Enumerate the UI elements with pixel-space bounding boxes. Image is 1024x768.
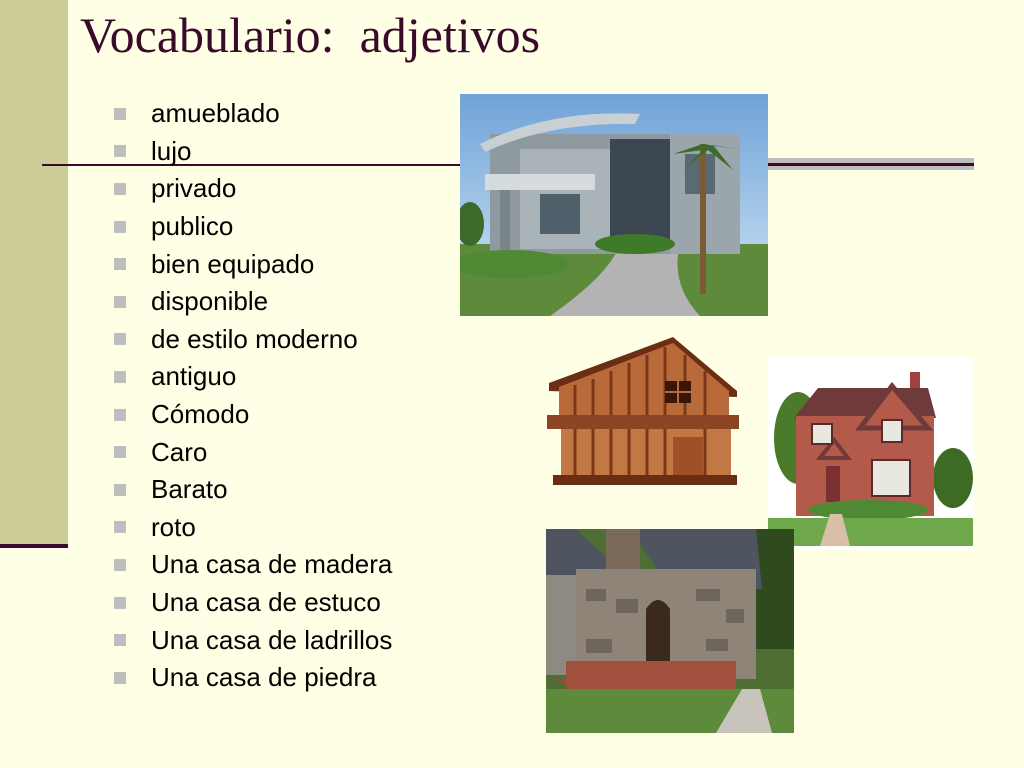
- bullet-square-icon: [114, 145, 126, 157]
- vocab-item: [114, 584, 392, 622]
- brick-house-image: [768, 358, 973, 550]
- vocab-item: [114, 358, 392, 396]
- wooden-house-image: [545, 335, 741, 487]
- vocab-list: [114, 95, 392, 697]
- vocab-item: [114, 95, 392, 133]
- side-divider: [0, 544, 68, 548]
- bullet-square-icon: [114, 258, 126, 270]
- vocab-label: Una casa de madera: [151, 549, 393, 580]
- bullet-square-icon: [114, 597, 126, 609]
- vocab-item: [114, 208, 392, 246]
- vocab-item: [114, 133, 392, 171]
- bullet-square-icon: [114, 559, 126, 571]
- bullet-square-icon: [114, 371, 126, 383]
- vocab-item: [114, 433, 392, 471]
- stone-house-image: [546, 529, 794, 733]
- vocab-label: antiguo: [151, 361, 237, 392]
- side-bar: [0, 0, 68, 546]
- vocab-label: lujo: [151, 135, 192, 166]
- vocab-label: amueblado: [151, 98, 280, 129]
- bullet-square-icon: [114, 221, 126, 233]
- vocab-label: Una casa de piedra: [151, 662, 377, 693]
- vocab-item: [114, 170, 392, 208]
- bullet-square-icon: [114, 183, 126, 195]
- vocab-item: [114, 321, 392, 359]
- bullet-square-icon: [114, 672, 126, 684]
- bullet-square-icon: [114, 446, 126, 458]
- vocab-label: Cómodo: [151, 399, 250, 430]
- slide-title: Vocabulario: adjetivos: [80, 7, 541, 63]
- vocab-item: [114, 396, 392, 434]
- vocab-item: [114, 283, 392, 321]
- vocab-label: Barato: [151, 474, 228, 505]
- vocab-item: [114, 659, 392, 697]
- bullet-square-icon: [114, 634, 126, 646]
- vocab-label: disponible: [151, 286, 269, 317]
- vocab-item: [114, 621, 392, 659]
- title-underline-right-dark: [768, 163, 974, 166]
- bullet-square-icon: [114, 409, 126, 421]
- vocab-label: publico: [151, 211, 234, 242]
- bullet-square-icon: [114, 296, 126, 308]
- bullet-square-icon: [114, 333, 126, 345]
- vocab-item: [114, 546, 392, 584]
- vocab-label: roto: [151, 511, 196, 542]
- vocab-label: Una casa de estuco: [151, 587, 381, 618]
- vocab-item: [114, 471, 392, 509]
- bullet-square-icon: [114, 484, 126, 496]
- bullet-square-icon: [114, 521, 126, 533]
- modern-house-image: [460, 94, 768, 316]
- vocab-item: [114, 245, 392, 283]
- vocab-label: privado: [151, 173, 237, 204]
- vocab-item: [114, 509, 392, 547]
- bullet-square-icon: [114, 108, 126, 120]
- vocab-label: Una casa de ladrillos: [151, 624, 393, 655]
- vocab-label: bien equipado: [151, 248, 315, 279]
- vocab-label: Caro: [151, 436, 208, 467]
- vocab-label: de estilo moderno: [151, 323, 358, 354]
